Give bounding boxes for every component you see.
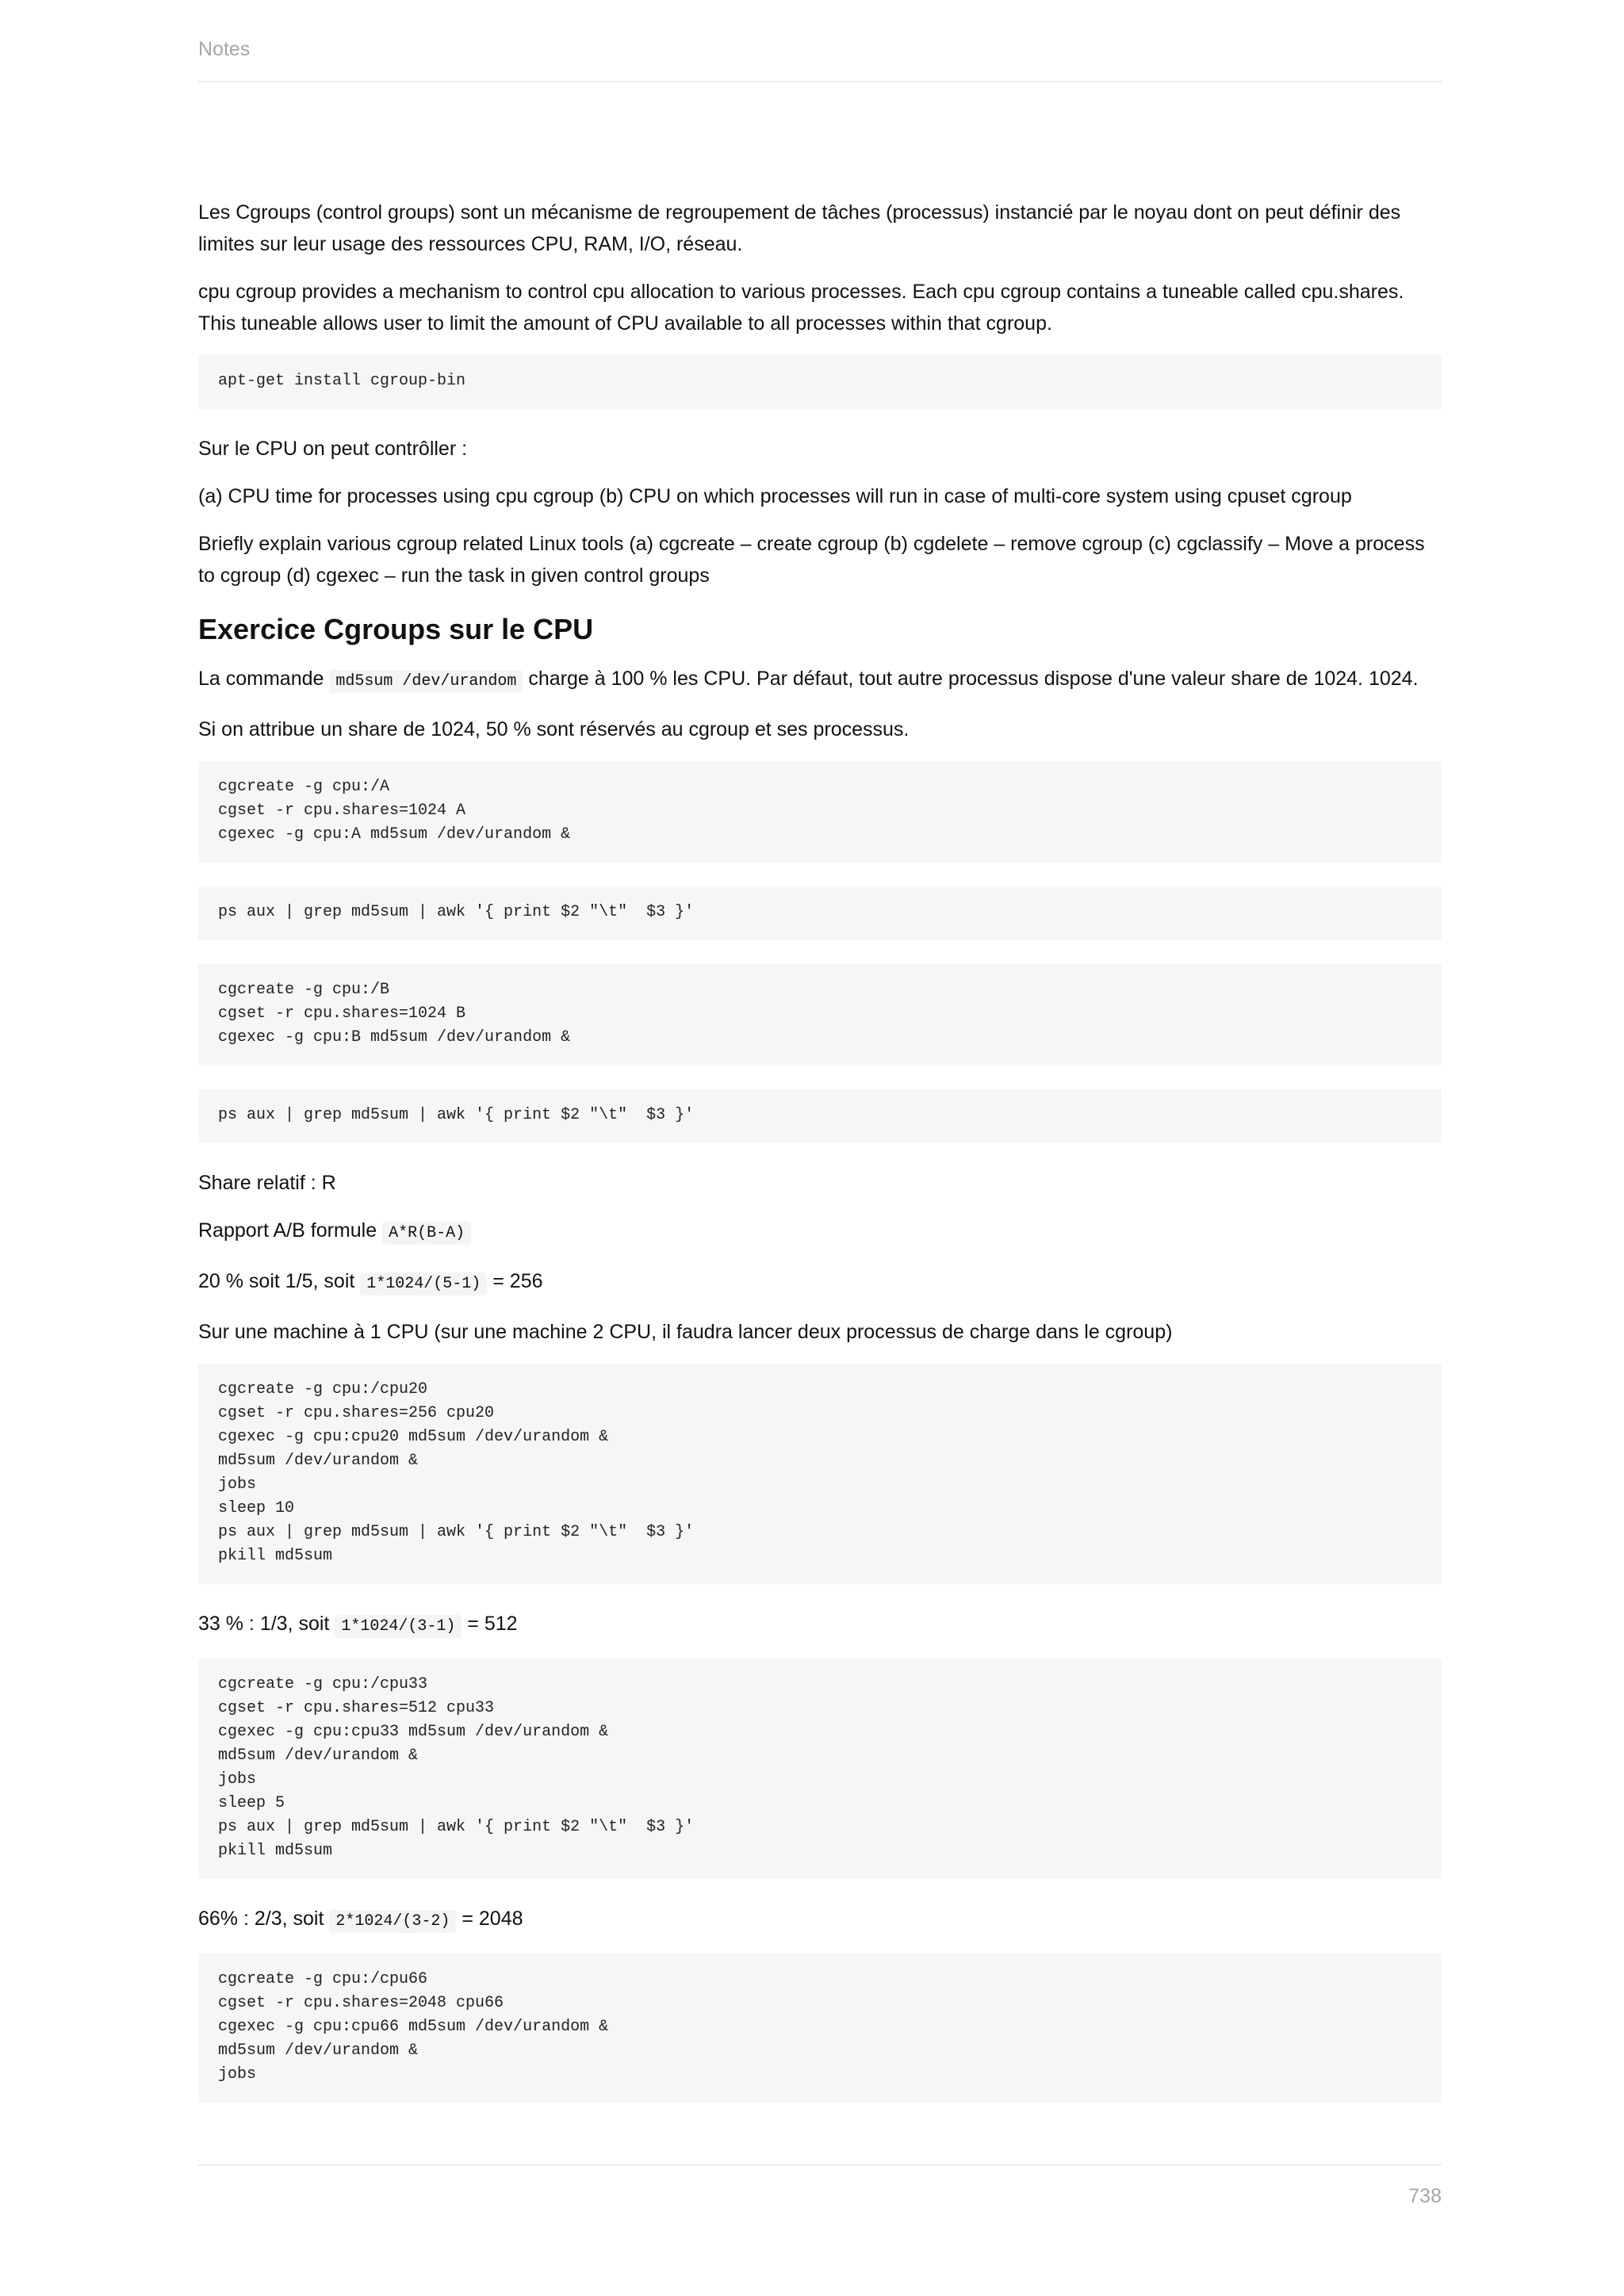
single-cpu-paragraph: Sur une machine à 1 CPU (sur une machine 2 CPU, il faudra lancer deux processus de charge dans le cgroup) bbox=[198, 1321, 1173, 1343]
page-number: 738 bbox=[1408, 2185, 1442, 2207]
inline-code: md5sum /dev/urandom bbox=[329, 670, 523, 693]
share-paragraph: Si on attribue un share de 1024, 50 % sont réservés au cgroup et ses processus. bbox=[198, 718, 910, 740]
code-block-cgroup-a: cgcreate -g cpu:/A cgset -r cpu.shares=1024 A cgexec -g cpu:A md5sum /dev/urandom & bbox=[198, 761, 1442, 863]
document-body bbox=[198, 197, 1442, 2126]
cpu-options-paragraph: (a) CPU time for processes using cpu cgroup (b) CPU on which processes will run in case of multi-core system using cpuset cgroup bbox=[198, 485, 1352, 507]
code-block-cpu66: cgcreate -g cpu:/cpu66 cgset -r cpu.shares=2048 cpu66 cgexec -g cpu:cpu66 md5sum /dev/urandom & md5sum /dev/urandom & jobs bbox=[198, 1954, 1442, 2103]
percent-20-paragraph bbox=[198, 1265, 1442, 1300]
text-fragment: = 256 bbox=[487, 1270, 543, 1292]
text-fragment: 20 % soit 1/5, soit bbox=[198, 1270, 361, 1292]
text-fragment: = 512 bbox=[462, 1613, 518, 1635]
inline-code: 1*1024/(3-1) bbox=[335, 1615, 462, 1638]
header-divider bbox=[198, 81, 1442, 82]
text-fragment: 33 % : 1/3, soit bbox=[198, 1613, 335, 1635]
text-fragment: 66% : 2/3, soit bbox=[198, 1908, 330, 1930]
code-block-ps-b: ps aux | grep md5sum | awk '{ print $2 "\t" $3 }' bbox=[198, 1089, 1442, 1143]
inline-code: 2*1024/(3-2) bbox=[329, 1910, 456, 1933]
section-heading: Exercice Cgroups sur le CPU bbox=[198, 613, 594, 645]
code-block-install: apt-get install cgroup-bin bbox=[198, 355, 1442, 409]
code-block-ps-a: ps aux | grep md5sum | awk '{ print $2 "\t" $3 }' bbox=[198, 886, 1442, 940]
percent-66-paragraph bbox=[198, 1903, 1442, 1938]
code-block-cgroup-b: cgcreate -g cpu:/B cgset -r cpu.shares=1024 B cgexec -g cpu:B md5sum /dev/urandom & bbox=[198, 964, 1442, 1066]
text-fragment: Rapport A/B formule bbox=[198, 1219, 383, 1242]
running-header: Notes bbox=[198, 38, 251, 60]
text-fragment: charge à 100 % les CPU. Par défaut, tout autre processus dispose d'une valeur share de 1024. 1024. bbox=[523, 668, 1419, 690]
text-fragment: La commande bbox=[198, 668, 330, 690]
intro-paragraph-en: cpu cgroup provides a mechanism to control cpu allocation to various processes. Each cpu cgroup contains a tuneable called cpu.shares. This tuneable allows user to limit the amount of CPU available to all processes within that cgroup. bbox=[198, 281, 1404, 335]
intro-paragraph-fr: Les Cgroups (control groups) sont un mécanisme de regroupement de tâches (processus) instancié par le noyau dont on peut définir des limites sur leur usage des ressources CPU, RAM, I/O, réseau. bbox=[198, 201, 1401, 255]
relative-share-paragraph: Share relatif : R bbox=[198, 1172, 336, 1194]
code-block-cpu20: cgcreate -g cpu:/cpu20 cgset -r cpu.shares=256 cpu20 cgexec -g cpu:cpu20 md5sum /dev/urandom & md5sum /dev/urandom & jobs sleep 10 ps aux | grep md5sum | awk '{ print $2 "\t" $3 }' pkill md5sum bbox=[198, 1364, 1442, 1584]
cpu-control-paragraph: Sur le CPU on peut contrôller : bbox=[198, 438, 468, 460]
text-fragment: = 2048 bbox=[456, 1908, 523, 1930]
command-paragraph bbox=[198, 663, 1442, 698]
inline-code: 1*1024/(5-1) bbox=[360, 1272, 487, 1295]
tools-paragraph: Briefly explain various cgroup related Linux tools (a) cgcreate – create cgroup (b) cgdelete – remove cgroup (c) cgclassify – Move a process to cgroup (d) cgexec – run the task in given control groups bbox=[198, 533, 1425, 587]
percent-33-paragraph bbox=[198, 1608, 1442, 1643]
ratio-formula-paragraph bbox=[198, 1215, 1442, 1249]
footer-divider bbox=[198, 2164, 1442, 2166]
document-page bbox=[198, 0, 1442, 2296]
inline-code: A*R(B-A) bbox=[382, 1222, 471, 1245]
code-block-cpu33: cgcreate -g cpu:/cpu33 cgset -r cpu.shares=512 cpu33 cgexec -g cpu:cpu33 md5sum /dev/urandom & md5sum /dev/urandom & jobs sleep 5 ps aux | grep md5sum | awk '{ print $2 "\t" $3 }' pkill md5sum bbox=[198, 1659, 1442, 1879]
